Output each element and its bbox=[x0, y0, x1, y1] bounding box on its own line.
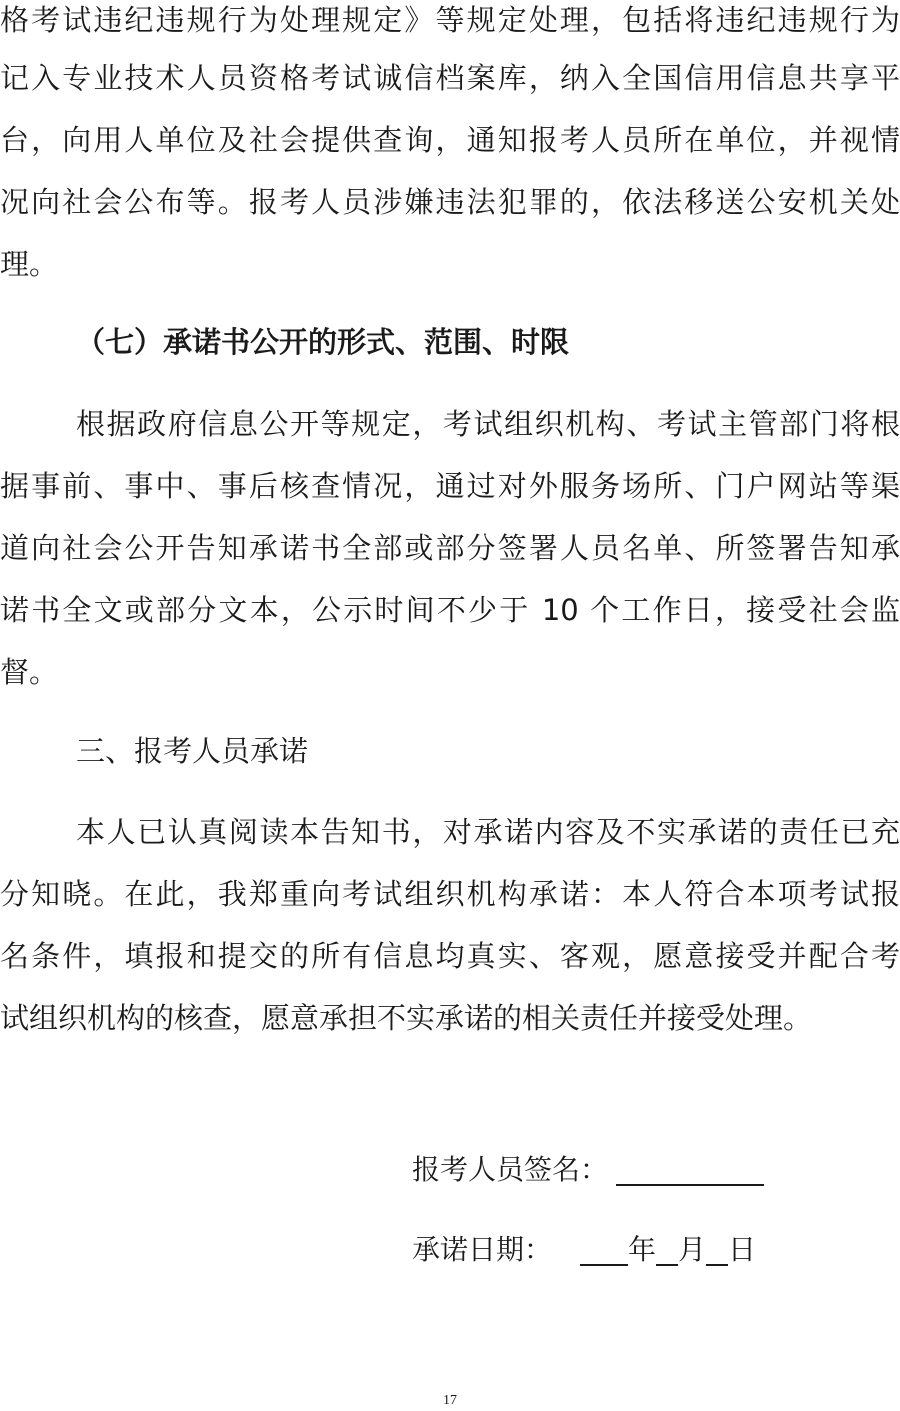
day-blank[interactable] bbox=[706, 1234, 728, 1266]
date-label: 承诺日期： bbox=[412, 1233, 553, 1266]
paragraph-line: 据事前、事中、事后核查情况，通过对外服务场所、门户网站等渠 bbox=[0, 469, 900, 503]
paragraph-line: 分知晓。在此，我郑重向考试组织机构承诺：本人符合本项考试报 bbox=[0, 877, 900, 911]
paragraph-line: 道向社会公开告知承诺书全部或部分签署人员名单、所签署告知承 bbox=[0, 531, 900, 565]
paragraph-line: 根据政府信息公开等规定，考试组织机构、考试主管部门将根 bbox=[76, 407, 900, 441]
year-label: 年 bbox=[628, 1233, 657, 1266]
paragraph-line: 名条件，填报和提交的所有信息均真实、客观，愿意接受并配合考 bbox=[0, 939, 900, 973]
paragraph-line: 诺书全文或部分文本，公示时间不少于 10 个工作日，接受社会监 bbox=[0, 593, 900, 627]
paragraph-line: 记入专业技术人员资格考试诚信档案库，纳入全国信用信息共享平 bbox=[0, 61, 900, 95]
month-blank[interactable] bbox=[656, 1234, 678, 1266]
paragraph-line: 台，向用人单位及社会提供查询，通知报考人员所在单位，并视情 bbox=[0, 123, 900, 157]
date-row bbox=[412, 1230, 756, 1270]
paragraph-line: 试组织机构的核查，愿意承担不实承诺的相关责任并接受处理。 bbox=[0, 1001, 813, 1035]
month-label: 月 bbox=[678, 1233, 707, 1266]
paragraph-line: 格考试违纪违规行为处理规定》等规定处理，包括将违纪违规行为 bbox=[0, 3, 900, 37]
year-blank[interactable] bbox=[580, 1234, 628, 1266]
paragraph-line: 况向社会公布等。报考人员涉嫌违法犯罪的，依法移送公安机关处 bbox=[0, 185, 900, 219]
paragraph-line: 督。 bbox=[0, 655, 59, 689]
paragraph-line: 理。 bbox=[0, 247, 59, 281]
signature-blank[interactable] bbox=[616, 1154, 764, 1186]
day-label: 日 bbox=[728, 1233, 757, 1266]
paragraph-line: 本人已认真阅读本告知书，对承诺内容及不实承诺的责任已充 bbox=[76, 815, 900, 849]
signature-row bbox=[412, 1150, 764, 1190]
page-number: 17 bbox=[443, 1393, 457, 1408]
signature-label: 报考人员签名： bbox=[412, 1153, 609, 1186]
section-heading-seven: （七）承诺书公开的形式、范围、时限 bbox=[76, 325, 570, 359]
section-heading-three: 三、报考人员承诺 bbox=[76, 734, 309, 768]
